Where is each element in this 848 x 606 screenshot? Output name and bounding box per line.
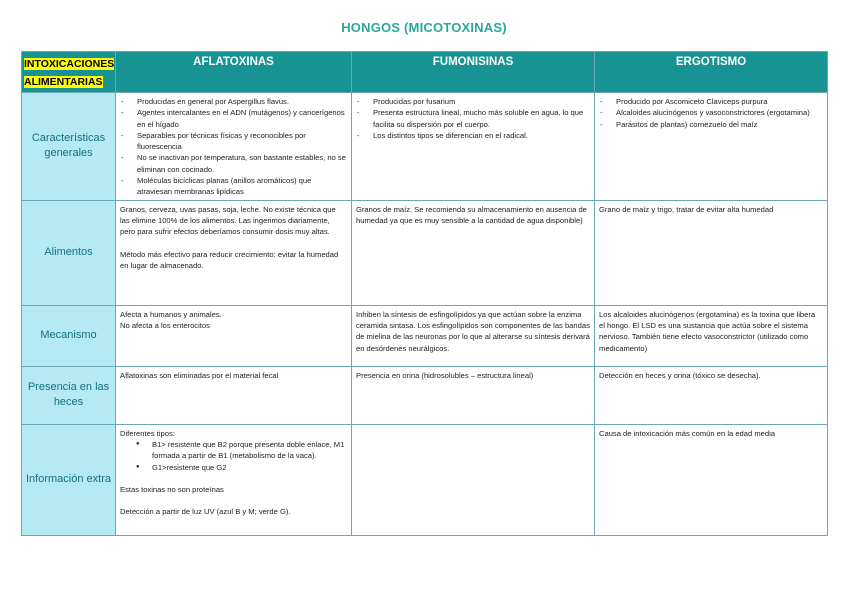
cell-presencia-aflatoxinas: Aflatoxinas son eliminadas por el material fecal (116, 366, 352, 424)
cell-caracteristicas-aflatoxinas (116, 93, 352, 201)
list-item: - Alcaloides alucinógenos y vasoconstrictores (ergotamina) (599, 107, 823, 118)
cell-alimentos-fumonisinas: Granos de maíz. Se recomienda su almacenamiento en ausencia de humedad ya que es muy sensible a la cantidad de agua disponible) (352, 200, 595, 305)
cell-mecanismo-aflatoxinas (116, 305, 352, 366)
list-item: - Presenta estructura lineal, mucho más soluble en agua, lo que facilita su dispersión por el cuerpo. (356, 107, 590, 130)
list-item: - Producidas en general por Aspergillus flavus. (120, 96, 347, 107)
row-header-presencia: Presencia en las heces (22, 366, 116, 424)
column-header-aflatoxinas: AFLATOXINAS (116, 52, 352, 93)
table-row-caracteristicas (22, 93, 828, 201)
cell-caracteristicas-fumonisinas (352, 93, 595, 201)
row-header-alimentos: Alimentos (22, 200, 116, 305)
corner-label: INTOXICACIONES ALIMENTARIAS (24, 58, 115, 88)
paragraph: Estas toxinas no son proteínas (120, 484, 224, 494)
table-row-mecanismo (22, 305, 828, 366)
table-row-alimentos (22, 200, 828, 305)
list-item: - Separables por técnicas físicas y reconocibles por fluorescencia (120, 130, 347, 153)
column-header-fumonisinas: FUMONISINAS (352, 52, 595, 93)
list-item: - Agentes intercalantes en el ADN (mutágenos) y cancerígenos en el hígado (120, 107, 347, 130)
paragraph: Granos, cerveza, uvas pasas, soja, leche. No existe técnica que las elimine 100% de los alimentos. Las ingerimos diariamente, pero para sufrir efectos deberíamos consumir dosis muy altas. (120, 204, 336, 237)
list-item: - Producidas por fusarium (356, 96, 590, 107)
cell-presencia-fumonisinas: Presencia en orina (hidrosolubles – estructura lineal) (352, 366, 595, 424)
row-header-informacion: Información extra (22, 424, 116, 535)
cell-informacion-fumonisinas (352, 424, 595, 535)
header-row (22, 52, 828, 93)
micotoxinas-table (21, 51, 828, 536)
cell-mecanismo-fumonisinas: Inhiben la síntesis de esfingolípidos ya que actúan sobre la enzima ceramida sintasa. Los esfingolípidos son componentes de las bandas de mielina de las neuronas por lo que al alterarse su síntesis derivará en desórdenes neurálgicos. (352, 305, 595, 366)
corner-header (22, 52, 116, 93)
paragraph: Diferentes tipos: (120, 428, 175, 438)
list-item: - Los distintos tipos se diferencian en el radical. (356, 130, 590, 141)
cell-caracteristicas-ergotismo (595, 93, 828, 201)
column-header-ergotismo: ERGOTISMO (595, 52, 828, 93)
paragraph: No afecta a los enterocitos (120, 320, 210, 330)
list-item: - Producido por Ascomiceto Claviceps purpura (599, 96, 823, 107)
cell-informacion-ergotismo: Causa de intoxicación más común en la edad media (595, 424, 828, 535)
cell-alimentos-ergotismo: Grano de maíz y trigo, tratar de evitar alta humedad (595, 200, 828, 305)
list-item: ● G1>resistente que G2 (120, 462, 347, 473)
page-title: HONGOS (MICOTOXINAS) (341, 20, 507, 35)
row-header-caracteristicas: Características generales (22, 93, 116, 201)
paragraph: Método más efectivo para reducir crecimiento: evitar la humedad en lugar de almacenado. (120, 249, 339, 270)
list-item: ● B1> resistente que B2 porque presenta doble enlace, M1 formada a partir de B1 (metabolismo de la vaca). (120, 439, 347, 462)
cell-presencia-ergotismo: Detección en heces y orina (tóxico se desecha). (595, 366, 828, 424)
list-item: - Parásitos de plantas) cornezuelo del maíz (599, 119, 823, 130)
cell-alimentos-aflatoxinas (116, 200, 352, 305)
table-row-presencia (22, 366, 828, 424)
list-item: - No se inactivan por temperatura, son bastante estables, no se eliminan con cocinado. (120, 152, 347, 175)
list-item: - Moléculas bicíclicas planas (anillos aromáticos) que atraviesan membranas lipídicas (120, 175, 347, 198)
paragraph: Afecta a humanos y animales. (120, 309, 222, 319)
cell-mecanismo-ergotismo: Los alcaloides alucinógenos (ergotamina) es la toxina que libera el hongo. El LSD es una sustancia que actúa sobre el sistema nervioso. También tiene efecto vasoconstrictor (utilizado como medicamento) (595, 305, 828, 366)
table-row-informacion (22, 424, 828, 535)
cell-informacion-aflatoxinas (116, 424, 352, 535)
paragraph: Detección a partir de luz UV (azul B y M; verde G). (120, 507, 291, 517)
row-header-mecanismo: Mecanismo (22, 305, 116, 366)
